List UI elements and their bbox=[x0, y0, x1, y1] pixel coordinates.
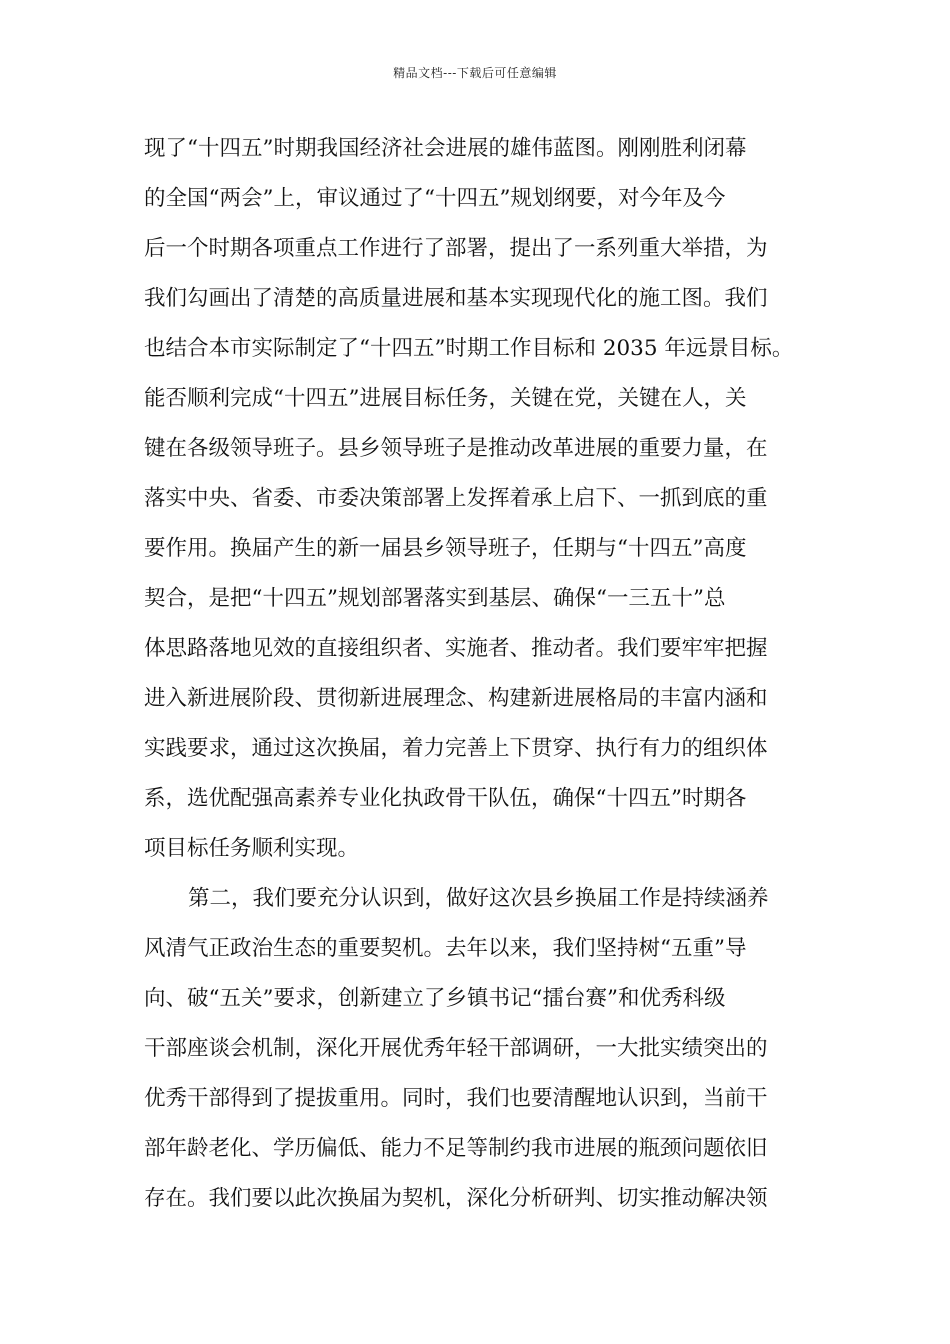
document-body bbox=[144, 124, 809, 1224]
text-line: 体思路落地见效的直接组织者、实施者、推动者。我们要牢牢把握 bbox=[144, 636, 768, 661]
text-line: 也结合本市实际制定了“十四五”时期工作目标和 2035 年远景目标。 bbox=[144, 336, 794, 361]
paragraph-start-line: 第二，我们要充分认识到，做好这次县乡换届工作是持续涵养 bbox=[188, 886, 769, 911]
text-line: 键在各级领导班子。县乡领导班子是推动改革进展的重要力量，在 bbox=[144, 436, 768, 461]
text-line: 进入新进展阶段、贯彻新进展理念、构建新进展格局的丰富内涵和 bbox=[144, 686, 768, 711]
text-line: 优秀干部得到了提拔重用。同时，我们也要清醒地认识到，当前干 bbox=[144, 1086, 768, 1111]
text-line: 实践要求，通过这次换届，着力完善上下贯穿、执行有力的组织体 bbox=[144, 736, 768, 761]
text-line: 部年龄老化、学历偏低、能力不足等制约我市进展的瓶颈问题依旧 bbox=[144, 1136, 768, 1161]
text-line: 干部座谈会机制，深化开展优秀年轻干部调研，一大批实绩突出的 bbox=[144, 1036, 768, 1061]
text-line: 的全国“两会”上，审议通过了“十四五”规划纲要，对今年及今 bbox=[144, 186, 726, 211]
text-line: 要作用。换届产生的新一届县乡领导班子，任期与“十四五”高度 bbox=[144, 536, 747, 561]
text-line: 后一个时期各项重点工作进行了部署，提出了一系列重大举措，为 bbox=[144, 236, 768, 261]
text-line: 落实中央、省委、市委决策部署上发挥着承上启下、一抓到底的重 bbox=[144, 486, 768, 511]
text-line: 项目标任务顺利实现。 bbox=[144, 836, 360, 861]
text-line: 我们勾画出了清楚的高质量进展和基本实现现代化的施工图。我们 bbox=[144, 286, 768, 311]
text-line: 契合，是把“十四五”规划部署落实到基层、确保“一三五十”总 bbox=[144, 586, 726, 611]
text-line: 现了“十四五”时期我国经济社会进展的雄伟蓝图。刚刚胜利闭幕 bbox=[144, 136, 747, 161]
text-line: 能否顺利完成“十四五”进展目标任务，关键在党，关键在人，关 bbox=[144, 386, 747, 411]
text-line: 系，选优配强高素养专业化执政骨干队伍，确保“十四五”时期各 bbox=[144, 786, 747, 811]
text-line: 风清气正政治生态的重要契机。去年以来，我们坚持树“五重”导 bbox=[144, 936, 747, 961]
page-header: 精品文档---下载后可任意编辑 bbox=[393, 66, 557, 80]
text-line: 存在。我们要以此次换届为契机，深化分析研判、切实推动解决领 bbox=[144, 1186, 768, 1211]
text-line: 向、破“五关”要求，创新建立了乡镇书记“擂台赛”和优秀科级 bbox=[144, 986, 726, 1011]
